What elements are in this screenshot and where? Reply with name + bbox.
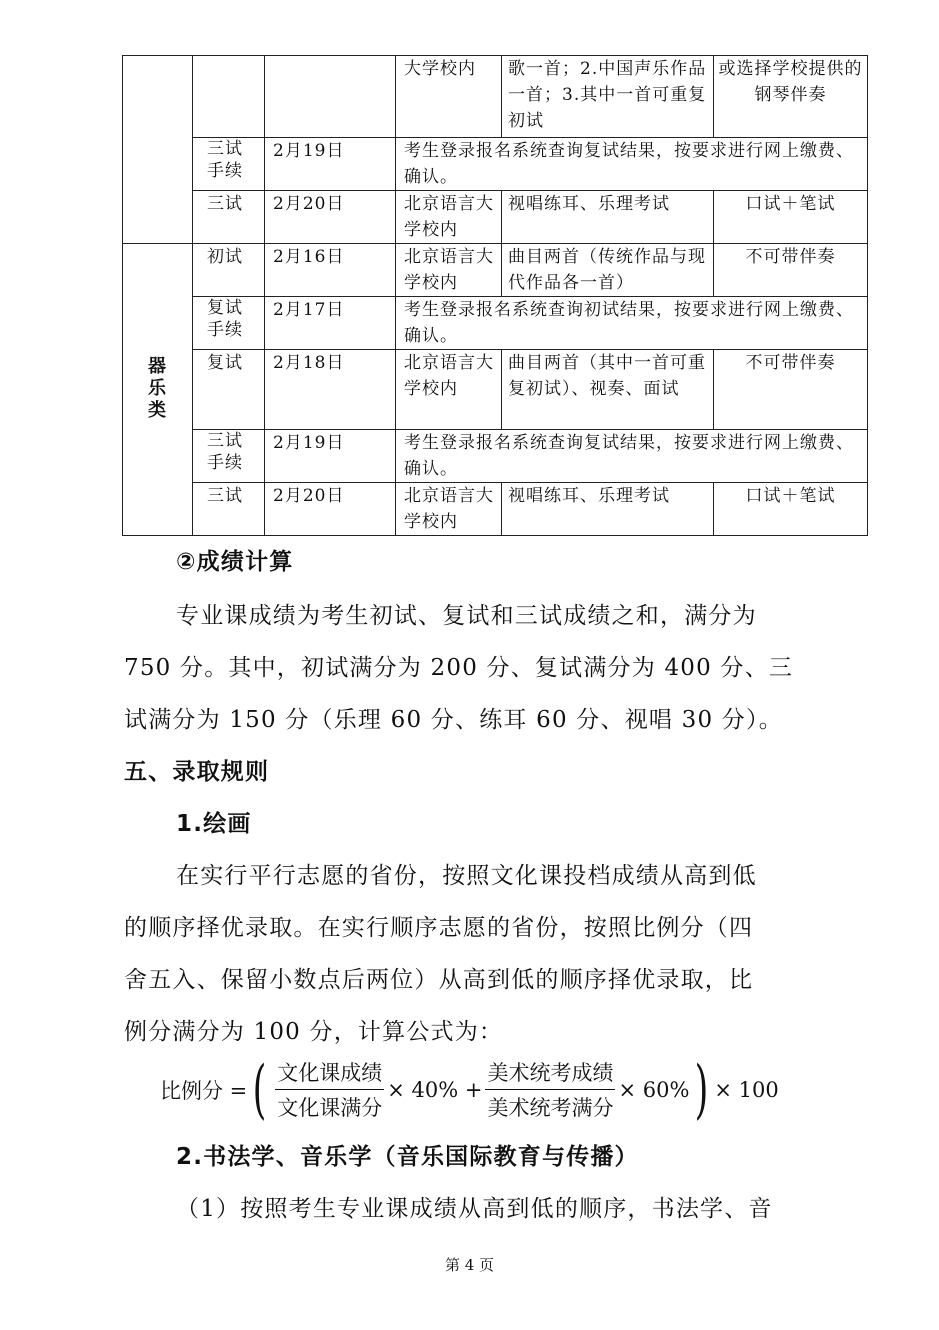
ratio-formula [160,1052,779,1127]
category-cell-vocal [123,56,193,244]
paragraph-line: （1）按照考生专业课成绩从高到低的顺序，书法学、音 [176,1196,773,1222]
location-cell: 北京语言大学校内 [396,350,502,430]
table-row [123,191,868,244]
paragraph-line: 例分满分为 100 分，计算公式为： [124,1019,504,1045]
fraction-numerator: 文化课成绩 [275,1057,384,1090]
score-line: 试满分为 150 分（乐理 60 分、练耳 60 分、视唱 30 分）。 [124,707,783,733]
content-cell: 视唱练耳、乐理考试 [502,483,714,536]
paragraph-line: 舍五入、保留小数点后两位）从高到低的顺序择优录取，比 [124,967,754,993]
formula-weight: × 60% [618,1077,690,1102]
right-paren-icon: ) [695,1052,709,1127]
score-line: 专业课成绩为考生初试、复试和三试成绩之和，满分为 [176,603,757,629]
fraction-art [485,1057,615,1122]
date-cell: 2月19日 [265,430,396,483]
date-cell: 2月18日 [265,350,396,430]
page-number: 第 4 页 [444,1256,495,1274]
table-row [123,297,868,350]
notice-cell: 考生登录报名系统查询复试结果，按要求进行网上缴费、确认。 [396,430,868,483]
content-cell: 视唱练耳、乐理考试 [502,191,714,244]
paragraph-line: 的顺序择优录取。在实行顺序志愿的省份，按照比例分（四 [124,915,754,941]
location-cell: 大学校内 [396,56,502,138]
stage-cell: 复试 [193,350,265,430]
stage-cell: 三试 [193,483,265,536]
formula-lhs: 比例分 = [160,1078,248,1103]
fraction-culture [275,1057,384,1122]
table-row [123,483,868,536]
stage-cell: 三试手续 [193,138,265,191]
location-cell: 北京语言大学校内 [396,191,502,244]
location-cell: 北京语言大学校内 [396,483,502,536]
location-cell: 北京语言大学校内 [396,244,502,297]
table-row [123,56,868,138]
requirement-cell: 不可带伴奏 [714,244,868,297]
content-cell: 曲目两首（其中一首可重复初试）、视奏、面试 [502,350,714,430]
fraction-denominator: 文化课满分 [277,1096,383,1120]
left-paren-icon: ( [252,1052,267,1127]
subsection-heading: 2.书法学、音乐学（音乐国际教育与传播） [176,1144,639,1170]
date-cell: 2月20日 [265,483,396,536]
requirement-cell: 口试＋笔试 [714,483,868,536]
subsection-heading: 1.绘画 [176,811,252,837]
section-heading: 五、录取规则 [124,759,270,785]
table-row [123,244,868,297]
score-heading: ②成绩计算 [176,549,294,575]
exam-schedule-table [122,55,868,536]
fraction-denominator: 美术统考满分 [487,1096,614,1120]
date-cell: 2月16日 [265,244,396,297]
requirement-cell: 口试＋笔试 [714,191,868,244]
fraction-numerator: 美术统考成绩 [485,1057,615,1090]
requirement-cell: 不可带伴奏 [714,350,868,430]
paragraph-line: 在实行平行志愿的省份，按照文化课投档成绩从高到低 [176,863,757,889]
stage-cell: 初试 [193,244,265,297]
notice-cell: 考生登录报名系统查询复试结果，按要求进行网上缴费、确认。 [396,138,868,191]
category-cell-instrument: 器乐类 [123,244,193,536]
formula-tail: × 100 [714,1077,779,1102]
stage-cell: 三试 [193,191,265,244]
notice-cell: 考生登录报名系统查询初试结果，按要求进行网上缴费、确认。 [396,297,868,350]
content-cell: 歌一首；2.中国声乐作品一首；3.其中一首可重复初试 [502,56,714,138]
content-cell: 曲目两首（传统作品与现代作品各一首） [502,244,714,297]
date-cell: 2月19日 [265,138,396,191]
date-cell: 2月20日 [265,191,396,244]
score-line: 750 分。其中，初试满分为 200 分、复试满分为 400 分、三 [124,655,794,681]
requirement-cell: 或选择学校提供的钢琴伴奏 [714,56,868,138]
date-cell: 2月17日 [265,297,396,350]
table-row [123,430,868,483]
table-row [123,138,868,191]
stage-cell: 复试手续 [193,297,265,350]
table-row [123,350,868,430]
formula-weight: × 40% + [387,1077,483,1102]
stage-cell: 三试手续 [193,430,265,483]
